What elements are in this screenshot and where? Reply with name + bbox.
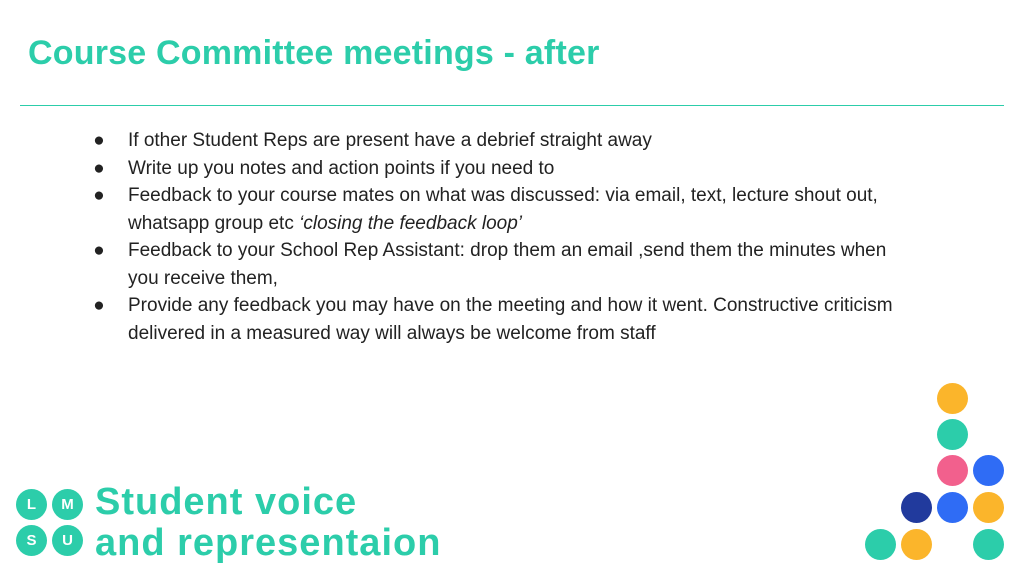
brand-wordmark	[95, 482, 441, 564]
bullet-marker: ●	[93, 130, 105, 151]
bullet-text: Write up you notes and action points if you need to	[128, 157, 555, 179]
bullet-item	[92, 292, 912, 347]
decor-dot-teal	[973, 529, 1004, 560]
bullet-text: Feedback to your course mates on what was discussed: via email, text, lecture shout out, whatsapp group etc	[128, 185, 878, 234]
bullet-item	[92, 182, 912, 237]
decor-dot-blue	[973, 455, 1004, 486]
bullet-item	[92, 237, 912, 292]
bullet-emphasis: ‘closing the feedback loop’	[299, 212, 522, 234]
bullet-marker: ●	[93, 185, 105, 206]
bullet-marker: ●	[93, 295, 105, 316]
decor-dot-navy	[901, 492, 932, 523]
decor-dot-blue	[937, 492, 968, 523]
bullet-marker: ●	[93, 157, 105, 179]
decor-dot-teal	[937, 419, 968, 450]
decor-dot-orange	[901, 529, 932, 560]
logo-letter-u: U	[52, 525, 83, 556]
lmsu-logo	[16, 489, 84, 557]
decor-dot-pink	[937, 455, 968, 486]
brand-line-1: Student voice	[95, 481, 358, 523]
logo-letter-l: L	[16, 489, 47, 520]
brand-line-2: and representaion	[95, 522, 442, 564]
bullet-text: Feedback to your School Rep Assistant: drop them an email ,send them the minutes when you receive them,	[128, 240, 887, 289]
bullet-list	[92, 127, 912, 347]
slide-title: Course Committee meetings - after	[28, 34, 600, 72]
bullet-text: Provide any feedback you may have on the meeting and how it went. Constructive criticism delivered in a measured way will always be welcome from staff	[128, 295, 893, 344]
bullet-item	[92, 127, 912, 155]
decor-dot-teal	[865, 529, 896, 560]
logo-letter-s: S	[16, 525, 47, 556]
decor-dot-orange	[937, 383, 968, 414]
bullet-item	[92, 155, 912, 183]
bullet-text: If other Student Reps are present have a debrief straight away	[128, 130, 652, 151]
bullet-marker: ●	[93, 240, 105, 261]
logo-letter-m: M	[52, 489, 83, 520]
title-divider	[20, 105, 1004, 106]
decorative-dots	[860, 380, 1024, 576]
decor-dot-orange	[973, 492, 1004, 523]
